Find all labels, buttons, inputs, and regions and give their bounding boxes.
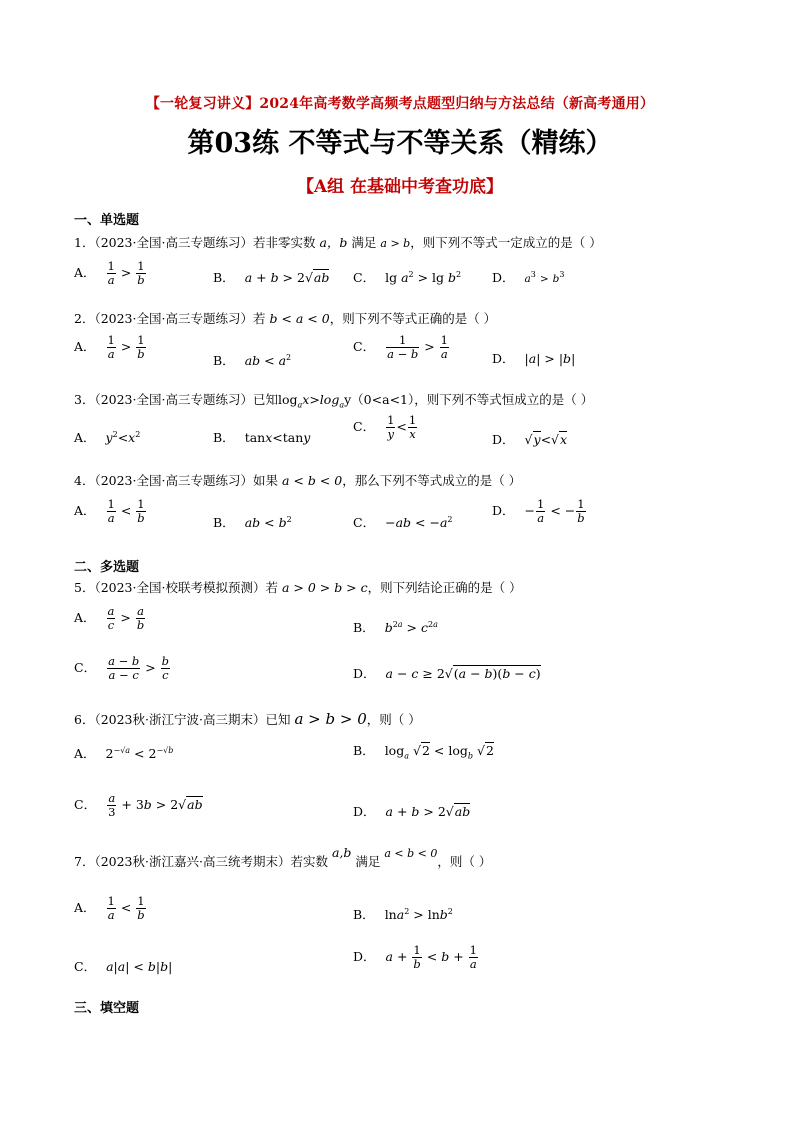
option-label: A． [74, 610, 96, 625]
option-label: C． [74, 660, 97, 675]
option-label: B． [353, 620, 375, 635]
fraction: $\frac{1}{b}$ [137, 497, 145, 525]
q2-option-a: A． $\frac{1}{a}$ > $\frac{1}{b}$ [74, 333, 145, 361]
question-7-mid: 满足 [355, 854, 381, 869]
question-7-condition: a < b < 0 [384, 847, 438, 860]
fraction: $\frac{1}{b}$ [577, 497, 585, 525]
fraction: $\frac{a - b}{a - c}$ [108, 654, 140, 682]
question-3: 3．（2023·全国·高三专题练习）已知$\log_ax>\log_ay(0<a<1)$，则下列不等式恒成立的是（ ） [74, 392, 594, 410]
option-label: B． [213, 353, 235, 368]
q2-option-b: B． ab < $a^2$ [213, 352, 292, 368]
q4-option-a: A． $\frac{1}{a}$ < $\frac{1}{b}$ [74, 497, 145, 525]
option-label: D． [492, 503, 515, 518]
option-label: A． [74, 265, 96, 280]
option-label: A． [74, 900, 96, 915]
question-2-condition: b < a < 0 [269, 311, 330, 326]
question-1 [74, 233, 602, 251]
question-3-prefix: 3．（2023·全国·高三专题练习）已知 [74, 392, 278, 407]
option-label: C． [353, 270, 376, 285]
fraction: $\frac{1}{a}$ [107, 333, 115, 361]
q5-option-d: D． a − c ≥ 2√(a − b)(b − c) [353, 666, 541, 681]
fraction: $\frac{1}{y}$ [387, 413, 395, 441]
q3-option-d: D． √y<√x [492, 432, 568, 447]
question-3-log: log [277, 392, 298, 407]
fraction: $\frac{1}{b}$ [137, 333, 145, 361]
q7-option-a: A． $\frac{1}{a}$ < $\frac{1}{b}$ [74, 894, 145, 922]
question-3-suffix: ，则下列不等式恒成立的是（ ） [414, 392, 594, 407]
option-label: A． [74, 503, 96, 518]
option-label: D． [492, 432, 515, 447]
question-7 [74, 845, 492, 870]
fraction: $\frac{1}{a - b}$ [387, 333, 419, 361]
q6-option-c: C． $\frac{a}{3}$ + 3b > 2√ab [74, 791, 203, 819]
q1-option-d: D． $a^3 > b^3$ [492, 269, 565, 285]
q6-option-a: A． $2^{-√a} < 2^{-√b}$ [74, 745, 174, 761]
q7-option-d: D． a + $\frac{1}{b}$ < b + $\frac{1}{a}$ [353, 943, 477, 971]
q2-option-d: D． |a| > |b| [492, 351, 576, 366]
q7-option-b: B． lna$^2$ > lnb$^2$ [353, 906, 453, 922]
fraction: $\frac{b}{c}$ [161, 654, 170, 682]
fraction: $\frac{1}{a}$ [537, 497, 545, 525]
fraction: $\frac{1}{a}$ [440, 333, 448, 361]
option-label: B． [213, 270, 235, 285]
option-label: C． [74, 797, 97, 812]
section-heading-single-choice: 一、单选题 [74, 213, 140, 228]
q1-option-b: B． a + b > 2√ab [213, 270, 330, 285]
fraction: $\frac{1}{b}$ [413, 943, 421, 971]
option-label: D． [492, 270, 515, 285]
question-4-suffix: ，那么下列不等式成立的是（ ） [342, 473, 522, 488]
option-label: D． [353, 949, 376, 964]
series-banner: 【一轮复习讲义】2024年高考数学高频考点题型归纳与方法总结（新高考通用） [145, 96, 655, 112]
q5-option-a: A． $\frac{a}{c}$ > $\frac{a}{b}$ [74, 604, 145, 632]
option-label: C． [353, 419, 376, 434]
fraction: $\frac{1}{a}$ [107, 497, 115, 525]
fraction: $\frac{1}{b}$ [137, 259, 145, 287]
q3-option-c: C． $\frac{1}{y}$ < $\frac{1}{x}$ [353, 413, 417, 441]
q4-option-b: B． ab < $b^2$ [213, 514, 292, 530]
option-label: D． [492, 351, 515, 366]
option-label: B． [353, 907, 375, 922]
group-title: 【A组 在基础中考查功底】 [296, 177, 504, 197]
q6-option-d: D． a + b > 2√ab [353, 804, 471, 819]
q7-option-c: C． a|a| < b|b| [74, 959, 173, 974]
question-2 [74, 309, 496, 327]
question-4 [74, 471, 521, 489]
section-heading-fill-in: 三、填空题 [74, 1001, 140, 1016]
question-5 [74, 578, 522, 596]
option-label: A． [74, 339, 96, 354]
question-5-prefix: 5．（2023·全国·校联考模拟预测）若 [74, 580, 278, 595]
fraction: $\frac{a}{c}$ [107, 604, 115, 632]
q1-option-c: C． $\lg a^2 > \lg b^2$ [353, 269, 462, 285]
section-heading-multiple-choice: 二、多选题 [74, 560, 140, 575]
fraction: $\frac{a}{b}$ [136, 604, 145, 632]
option-label: B． [353, 743, 375, 758]
q3-option-a: A． $y^2<x^2$ [74, 429, 141, 445]
option-label: C． [74, 959, 97, 974]
question-6 [74, 710, 421, 728]
question-1-condition: a > b [380, 237, 411, 250]
q4-option-c: C． $-ab < -a^2$ [353, 514, 453, 530]
q6-option-b: B． $\log_a √2 < \log_b √2$ [353, 743, 494, 761]
option-label: D． [353, 666, 376, 681]
question-6-condition: a > b > 0 [294, 710, 367, 728]
question-3-cond-tail: y（0<a<1） [344, 392, 415, 407]
question-3-log-tail: x>log [302, 392, 340, 407]
fraction: $\frac{1}{a}$ [469, 943, 477, 971]
q1-option-a: A． $\frac{1}{a}$ > $\frac{1}{b}$ [74, 259, 145, 287]
option-label: B． [213, 515, 235, 530]
fraction: $\frac{1}{b}$ [137, 894, 145, 922]
page-title: 第03练 不等式与不等关系（精练） [187, 128, 613, 159]
question-4-condition: a < b < 0 [281, 473, 343, 488]
question-1-mid: 满足 [351, 235, 377, 250]
q4-option-d: D． − $\frac{1}{a}$ < − $\frac{1}{b}$ [492, 497, 585, 525]
option-label: C． [353, 515, 376, 530]
question-5-condition: a > 0 > b > c [281, 580, 368, 595]
question-6-prefix: 6．（2023秋·浙江宁波·高三期末）已知 [74, 712, 291, 727]
question-1-vars: a，b [319, 235, 348, 250]
question-6-suffix: ，则（ ） [366, 712, 421, 727]
fraction: $\frac{1}{a}$ [107, 259, 115, 287]
question-1-suffix: ，则下列不等式一定成立的是（ ） [410, 235, 602, 250]
question-2-suffix: ，则下列不等式正确的是（ ） [329, 311, 497, 326]
q5-option-c: C． $\frac{a - b}{a - c}$ > $\frac{b}{c}$ [74, 654, 170, 682]
fraction: $\frac{1}{a}$ [107, 894, 115, 922]
question-1-prefix: 1．（2023·全国·高三专题练习）若非零实数 [74, 235, 316, 250]
option-label: D． [353, 804, 376, 819]
question-7-vars: a,b [331, 845, 352, 860]
option-label: B． [213, 430, 235, 445]
fraction: $\frac{1}{x}$ [408, 413, 417, 441]
q3-option-b: B． tanx<tany [213, 430, 311, 445]
q2-option-c: C． $\frac{1}{a - b}$ > $\frac{1}{a}$ [353, 333, 448, 361]
question-5-suffix: ，则下列结论正确的是（ ） [367, 580, 522, 595]
question-4-prefix: 4．（2023·全国·高三专题练习）如果 [74, 473, 278, 488]
question-2-prefix: 2．（2023·全国·高三专题练习）若 [74, 311, 266, 326]
question-7-suffix: ，则（ ） [437, 854, 492, 869]
option-label: A． [74, 430, 96, 445]
option-label: A． [74, 746, 96, 761]
q5-option-b: B． $b^{2a} > c^{2a}$ [353, 619, 438, 635]
option-label: C． [353, 339, 376, 354]
question-7-prefix: 7．（2023秋·浙江嘉兴·高三统考期末）若实数 [74, 854, 328, 869]
fraction: $\frac{a}{3}$ [108, 791, 116, 819]
